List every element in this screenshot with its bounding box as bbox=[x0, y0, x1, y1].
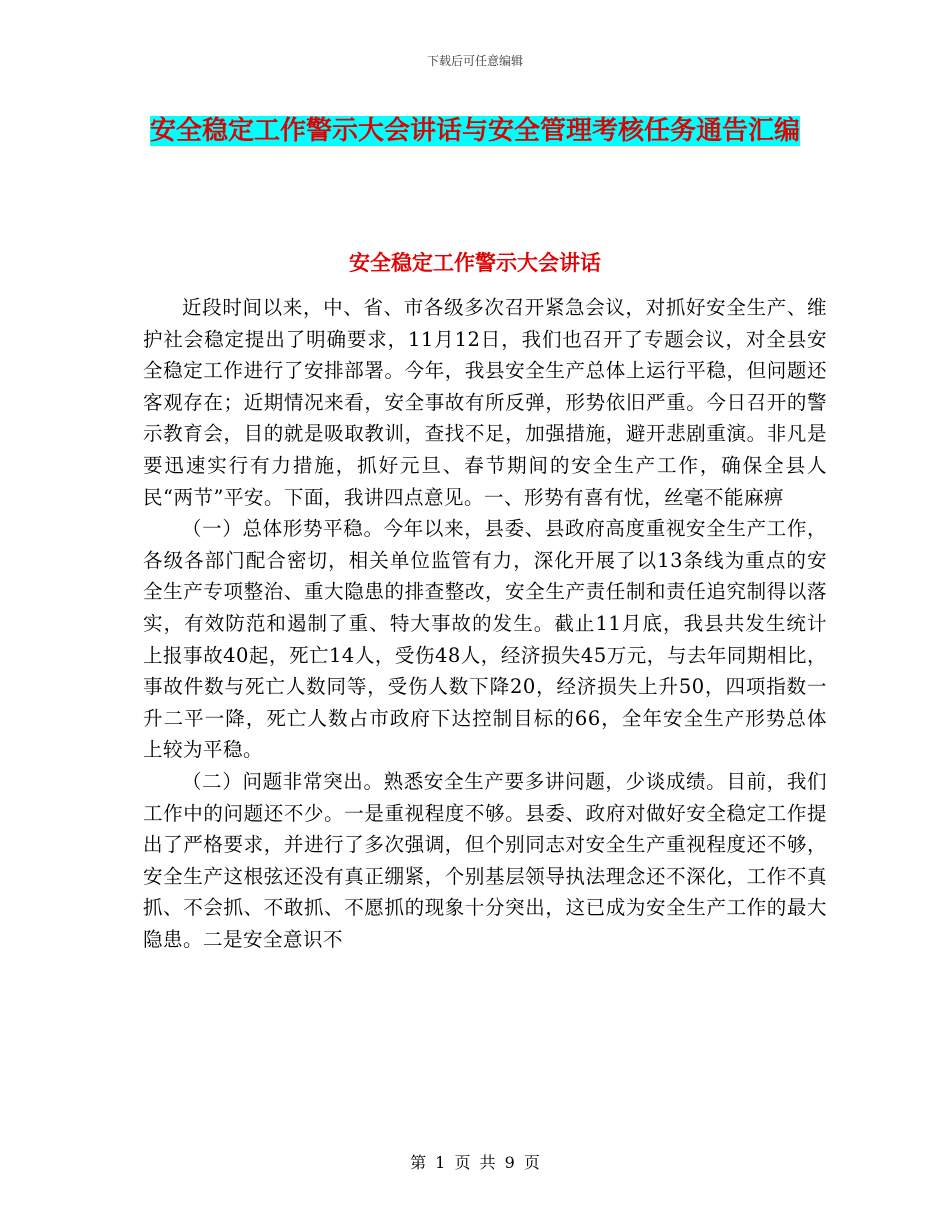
document-title bbox=[150, 108, 800, 154]
page-number: 第 1 页 共 9 页 bbox=[410, 1153, 540, 1172]
page-header: 下载后可任意编辑 bbox=[426, 54, 523, 68]
paragraph-3: （二）问题非常突出。熟悉安全生产要多讲问题，少谈成绩。目前，我们工作中的问题还不少。一是重视程度不够。县委、政府对做好安全稳定工作提出了严格要求，并进行了多次强调，但个别同志对安全生产重视程度还不够，安全生产这根弦还没有真正绷紧，个别基层领导执法理念还不深化，工作不真抓、不会抓、不敢抓、不愿抓的现象十分突出，这已成为安全生产工作的最大隐患。二是安全意识不 bbox=[143, 769, 827, 951]
paragraph-1: 近段时间以来，中、省、市各级多次召开紧急会议，对抓好安全生产、维护社会稳定提出了明确要求，11月12日，我们也召开了专题会议，对全县安全稳定工作进行了安排部署。今年，我县安全生产总体上运行平稳，但问题还客观存在；近期情况来看，安全事故有所反弹，形势依旧严重。今日召开的警示教育会，目的就是吸取教训，查找不足，加强措施，避开悲剧重演。非凡是要迅速实行有力措施，抓好元旦、春节期间的安全生产工作，确保全县人民“两节”平安。下面，我讲四点意见。一、形势有喜有忧，丝毫不能麻痹 bbox=[143, 296, 827, 509]
paragraph-2: （一）总体形势平稳。今年以来，县委、县政府高度重视安全生产工作，各级各部门配合密切，相关单位监管有力，深化开展了以13条线为重点的安全生产专项整治、重大隐患的排查整改，安全生产责任制和责任追究制得以落实，有效防范和遏制了重、特大事故的发生。截止11月底，我县共发生统计上报事故40起，死亡14人，受伤48人，经济损失45万元，与去年同期相比，事故件数与死亡人数同等，受伤人数下降20，经济损失上升50，四项指数一升二平一降，死亡人数占市政府下达控制目标的66，全年安全生产形势总体上较为平稳。 bbox=[143, 517, 827, 762]
section-title: 安全稳定工作警示大会讲话 bbox=[349, 251, 601, 275]
document-title-text: 安全稳定工作警示大会讲话与安全管理考核任务通告汇编 bbox=[150, 116, 801, 146]
body-text bbox=[143, 292, 827, 955]
